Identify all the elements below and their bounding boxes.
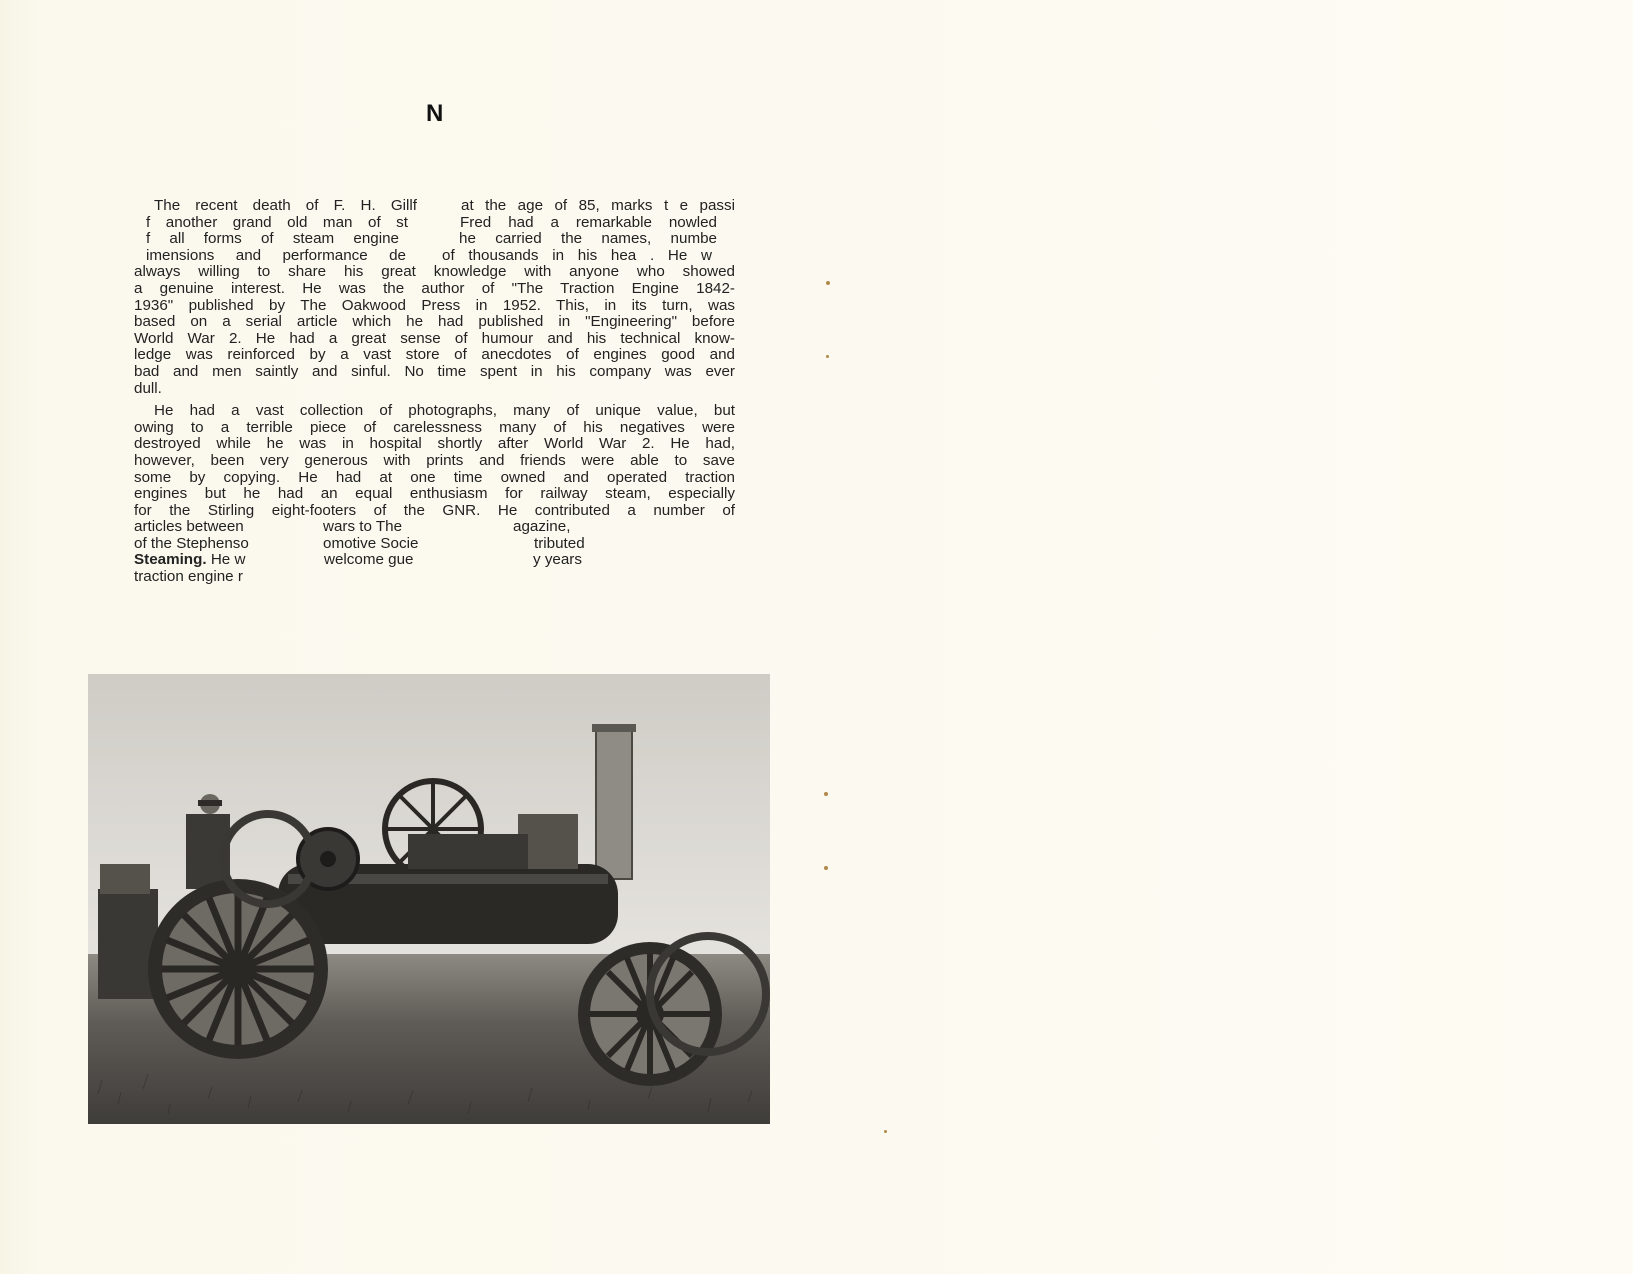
article-line: always willing to share his great knowledge with anyone who showed [134,263,735,281]
line-fragment: y years [533,551,582,569]
article-line [134,231,735,248]
article-fragment-line [134,552,735,569]
line-fragment: f all forms of steam engine [146,230,399,248]
article-line: a genuine interest. He was the author of "The Traction Engine 1842- [134,279,735,297]
line-fragment: Fred had a remarkable nowled [460,213,717,231]
scan-speck [824,866,828,870]
heading-initial: N [426,100,444,127]
article-text [134,198,735,586]
line-fragment: imensions and performance de [146,246,406,264]
article-line: engines but he had an equal enthusiasm for railway steam, especially [134,485,735,503]
article-line [134,248,735,265]
line-fragment: tributed [534,534,585,552]
article-line: based on a serial article which he had published in "Engineering" before [134,313,735,331]
article-line: He had a vast collection of photographs, many of unique value, but [154,402,735,420]
line-fragment: of thousands in his hea . He w [442,246,712,264]
article-line: World War 2. He had a great sense of humour and his technical know- [134,329,735,347]
article-line: 1936" published by The Oakwood Press in 1952. This, in its turn, was [134,296,735,314]
article-line: however, been very generous with prints and friends were able to save [134,451,735,469]
scan-speck [826,281,830,285]
line-fragment: traction engine r [134,568,243,586]
article-line: dull. [134,379,162,397]
line-fragment: of the Stephenso [134,534,249,552]
article-line: for the Stirling eight-footers of the GNR. He contributed a number of [134,501,735,519]
line-fragment-tail: He w [210,551,246,569]
article-fragment-line [134,569,735,586]
photo-drawing [88,674,770,1124]
line-fragment: The recent death of F. H. Gillf [154,197,417,214]
line-fragment: at the age of 85, marks t e passi [461,197,735,214]
article-line: some by copying. He had at one time owned and operated traction [134,468,735,486]
article-line: bad and men saintly and sinful. No time spent in his company was ever [134,362,735,380]
scan-speck [884,1130,887,1133]
line-fragment: he carried the names, numbe [459,230,717,248]
line-fragment: welcome gue [324,551,414,569]
line-fragment: articles between [134,518,244,536]
article-line [134,198,735,215]
line-fragment: wars to The [323,518,403,536]
line-fragment [134,552,324,569]
line-fragment: omotive Socie [323,534,419,552]
article-line: destroyed while he was in hospital shortly after World War 2. He had, [134,435,735,453]
scan-speck [826,355,829,358]
article-fragment-line [134,536,735,553]
article-line [134,215,735,232]
line-fragment: agazine, [513,518,571,536]
article-line: owing to a terrible piece of carelessness many of his negatives were [134,418,735,436]
article-line: ledge was reinforced by a vast store of anecdotes of engines good and [134,346,735,364]
article-fragment-line [134,519,735,536]
scan-speck [824,792,828,796]
line-fragment: f another grand old man of st [146,213,408,231]
traction-engine-photo [88,674,770,1124]
bold-word: Steaming. [134,551,207,569]
